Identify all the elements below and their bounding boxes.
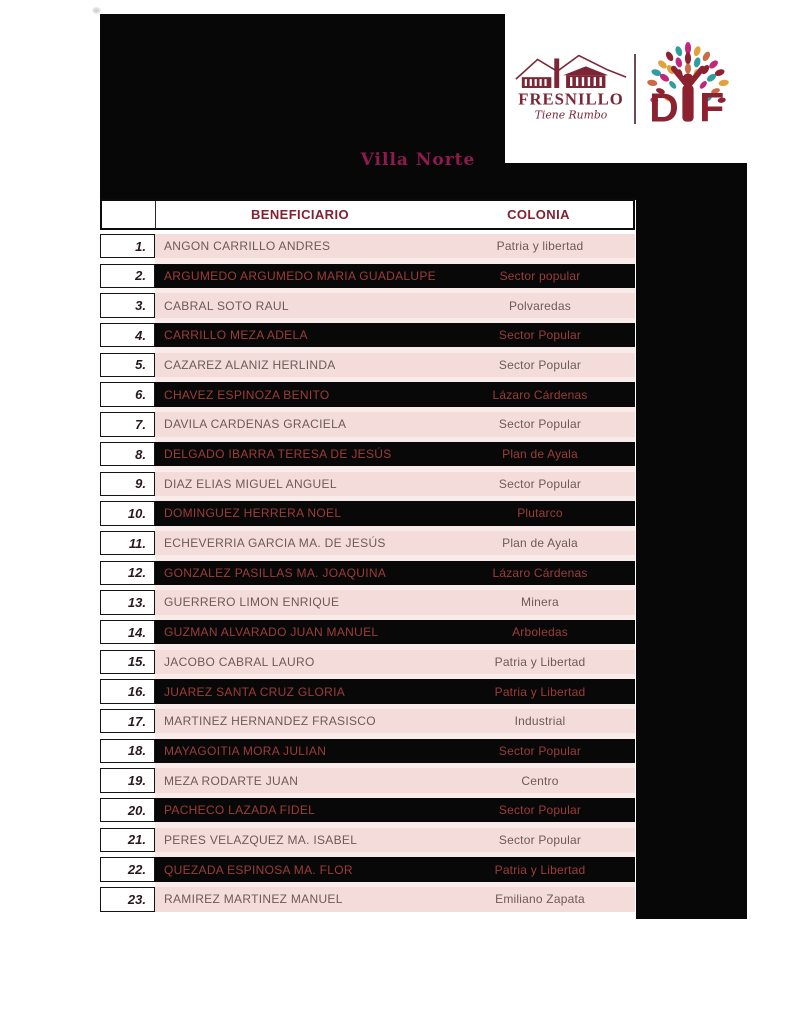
table-row — [100, 857, 635, 881]
colonia-value: Sector Popular — [498, 476, 582, 491]
beneficiario-name: DOMINGUEZ HERRERA NOEL — [164, 506, 342, 521]
table-row — [100, 442, 635, 466]
colonia-value: Arboledas — [512, 625, 568, 640]
row-number: 15. — [100, 650, 155, 674]
row-content — [155, 709, 635, 733]
row-number: 17. — [100, 709, 155, 733]
table-row — [100, 709, 635, 733]
row-content — [155, 442, 635, 466]
row-content — [155, 531, 635, 555]
dif-letter-f: F — [699, 84, 725, 131]
row-number: 8. — [100, 442, 155, 466]
row-content — [155, 887, 635, 911]
row-number: 22. — [100, 857, 155, 881]
header-black-band — [505, 163, 747, 200]
beneficiario-name: JACOBO CABRAL LAURO — [164, 654, 315, 669]
beneficiario-name: DIAZ ELIAS MIGUEL ANGUEL — [164, 476, 337, 491]
beneficiario-name: RAMIREZ MARTINEZ MANUEL — [164, 892, 343, 907]
row-number: 9. — [100, 472, 155, 496]
colonia-value: Sector Popular — [498, 328, 582, 343]
table-row — [100, 561, 635, 585]
table-row — [100, 323, 635, 347]
fresnillo-tagline: Tiene Rumbo — [534, 108, 608, 122]
colonia-value: Lázaro Cárdenas — [492, 387, 588, 402]
colonia-value: Minera — [521, 595, 559, 610]
beneficiario-name: ARGUMEDO ARGUMEDO MARIA GUADALUPE — [164, 268, 436, 283]
header-beneficiario: BENEFICIARIO — [251, 207, 349, 222]
row-content — [155, 798, 635, 822]
colonia-value: Patria y Libertad — [494, 684, 586, 699]
colonia-value: Patria y Libertad — [494, 862, 586, 877]
row-number: 19. — [100, 768, 155, 792]
row-content — [155, 739, 635, 763]
dif-letter-d: D — [649, 84, 679, 131]
beneficiario-name: ANGON CARRILLO ANDRES — [164, 239, 331, 254]
row-number: 12. — [100, 561, 155, 585]
colonia-value: Patria y libertad — [496, 239, 584, 254]
beneficiario-name: ECHEVERRIA GARCIA MA. DE JESÚS — [164, 536, 386, 551]
logo-divider — [634, 54, 636, 124]
row-number: 3. — [100, 293, 155, 317]
row-content — [155, 353, 635, 377]
table-row — [100, 531, 635, 555]
beneficiario-name: MEZA RODARTE JUAN — [164, 773, 299, 788]
fresnillo-wordmark: FRESNILLO — [518, 89, 624, 109]
row-number: 18. — [100, 739, 155, 763]
row-number: 13. — [100, 590, 155, 614]
page-title: Villa Norte — [360, 150, 476, 170]
table-row — [100, 679, 635, 703]
beneficiario-name: DELGADO IBARRA TERESA DE JESÚS — [164, 447, 392, 461]
colonia-value: Sector Popular — [498, 832, 582, 847]
dif-logo — [642, 42, 734, 139]
beneficiario-name: QUEZADA ESPINOSA MA. FLOR — [164, 862, 353, 877]
beneficiary-table — [100, 199, 635, 912]
beneficiario-name: CABRAL SOTO RAUL — [164, 298, 289, 313]
header-number-cell — [102, 201, 156, 228]
beneficiario-name: CARRILLO MEZA ADELA — [164, 328, 308, 343]
beneficiario-name: JUAREZ SANTA CRUZ GLORIA — [164, 684, 346, 699]
logo-area — [508, 42, 744, 142]
row-content — [155, 679, 635, 703]
scan-smudge — [92, 7, 101, 14]
row-content — [155, 857, 635, 881]
row-number: 11. — [100, 531, 155, 555]
row-number: 20. — [100, 798, 155, 822]
row-content — [155, 650, 635, 674]
colonia-value: Sector Popular — [498, 803, 582, 818]
row-number: 10. — [100, 501, 155, 525]
colonia-value: Sector Popular — [498, 357, 582, 372]
fresnillo-logo — [512, 50, 630, 124]
row-number: 23. — [100, 887, 155, 911]
beneficiario-name: CAZAREZ ALANIZ HERLINDA — [164, 357, 336, 372]
colonia-value: Sector Popular — [498, 417, 582, 432]
beneficiario-name: DAVILA CARDENAS GRACIELA — [164, 417, 347, 432]
row-content — [155, 828, 635, 852]
row-content — [155, 561, 635, 585]
row-content — [155, 472, 635, 496]
row-number: 21. — [100, 828, 155, 852]
colonia-value: Centro — [521, 773, 559, 788]
table-row — [100, 412, 635, 436]
row-number: 7. — [100, 412, 155, 436]
row-number: 1. — [100, 234, 155, 258]
table-row — [100, 590, 635, 614]
colonia-value: Sector popular — [499, 268, 581, 283]
table-row — [100, 798, 635, 822]
beneficiario-name: GUZMAN ALVARADO JUAN MANUEL — [164, 625, 379, 640]
beneficiario-name: MARTINEZ HERNANDEZ FRASISCO — [164, 714, 376, 729]
row-number: 4. — [100, 323, 155, 347]
beneficiario-name: PACHECO LAZADA FIDEL — [164, 803, 316, 818]
colonia-value: Plutarco — [517, 506, 563, 521]
colonia-value: Polvaredas — [508, 298, 572, 313]
row-content — [155, 412, 635, 436]
table-row — [100, 472, 635, 496]
beneficiario-name: CHAVEZ ESPINOZA BENITO — [164, 387, 330, 402]
table-row — [100, 828, 635, 852]
beneficiario-name: GUERRERO LIMON ENRIQUE — [164, 595, 340, 610]
table-row — [100, 501, 635, 525]
row-content — [155, 590, 635, 614]
table-row — [100, 739, 635, 763]
colonia-value: Plan de Ayala — [502, 447, 578, 461]
row-number: 14. — [100, 620, 155, 644]
row-content — [155, 768, 635, 792]
table-body — [100, 234, 635, 912]
table-row — [100, 650, 635, 674]
right-black-strip — [636, 200, 747, 919]
beneficiario-name: PERES VELAZQUEZ MA. ISABEL — [164, 832, 358, 847]
table-row — [100, 887, 635, 911]
row-number: 16. — [100, 679, 155, 703]
fresnillo-building-icon — [516, 56, 626, 88]
header-black-background — [100, 14, 505, 200]
beneficiario-name: GONZALEZ PASILLAS MA. JOAQUINA — [164, 565, 387, 580]
colonia-value: Industrial — [514, 714, 566, 729]
beneficiario-name: MAYAGOITIA MORA JULIAN — [164, 743, 327, 758]
row-content — [155, 264, 635, 288]
row-number: 5. — [100, 353, 155, 377]
table-row — [100, 382, 635, 406]
table-row — [100, 620, 635, 644]
colonia-value: Patria y Libertad — [494, 654, 586, 669]
table-row — [100, 264, 635, 288]
row-content — [155, 382, 635, 406]
row-content — [155, 323, 635, 347]
row-number: 6. — [100, 382, 155, 406]
table-row — [100, 353, 635, 377]
row-content — [155, 234, 635, 258]
colonia-value: Plan de Ayala — [502, 536, 578, 551]
table-row — [100, 234, 635, 258]
table-row — [100, 768, 635, 792]
colonia-value: Lázaro Cárdenas — [492, 565, 588, 580]
row-content — [155, 620, 635, 644]
colonia-value: Sector Popular — [498, 743, 582, 758]
table-row — [100, 293, 635, 317]
row-number: 2. — [100, 264, 155, 288]
header-colonia: COLONIA — [507, 207, 570, 222]
row-content — [155, 293, 635, 317]
table-header — [100, 199, 635, 230]
row-content — [155, 501, 635, 525]
colonia-value: Emiliano Zapata — [495, 892, 585, 907]
